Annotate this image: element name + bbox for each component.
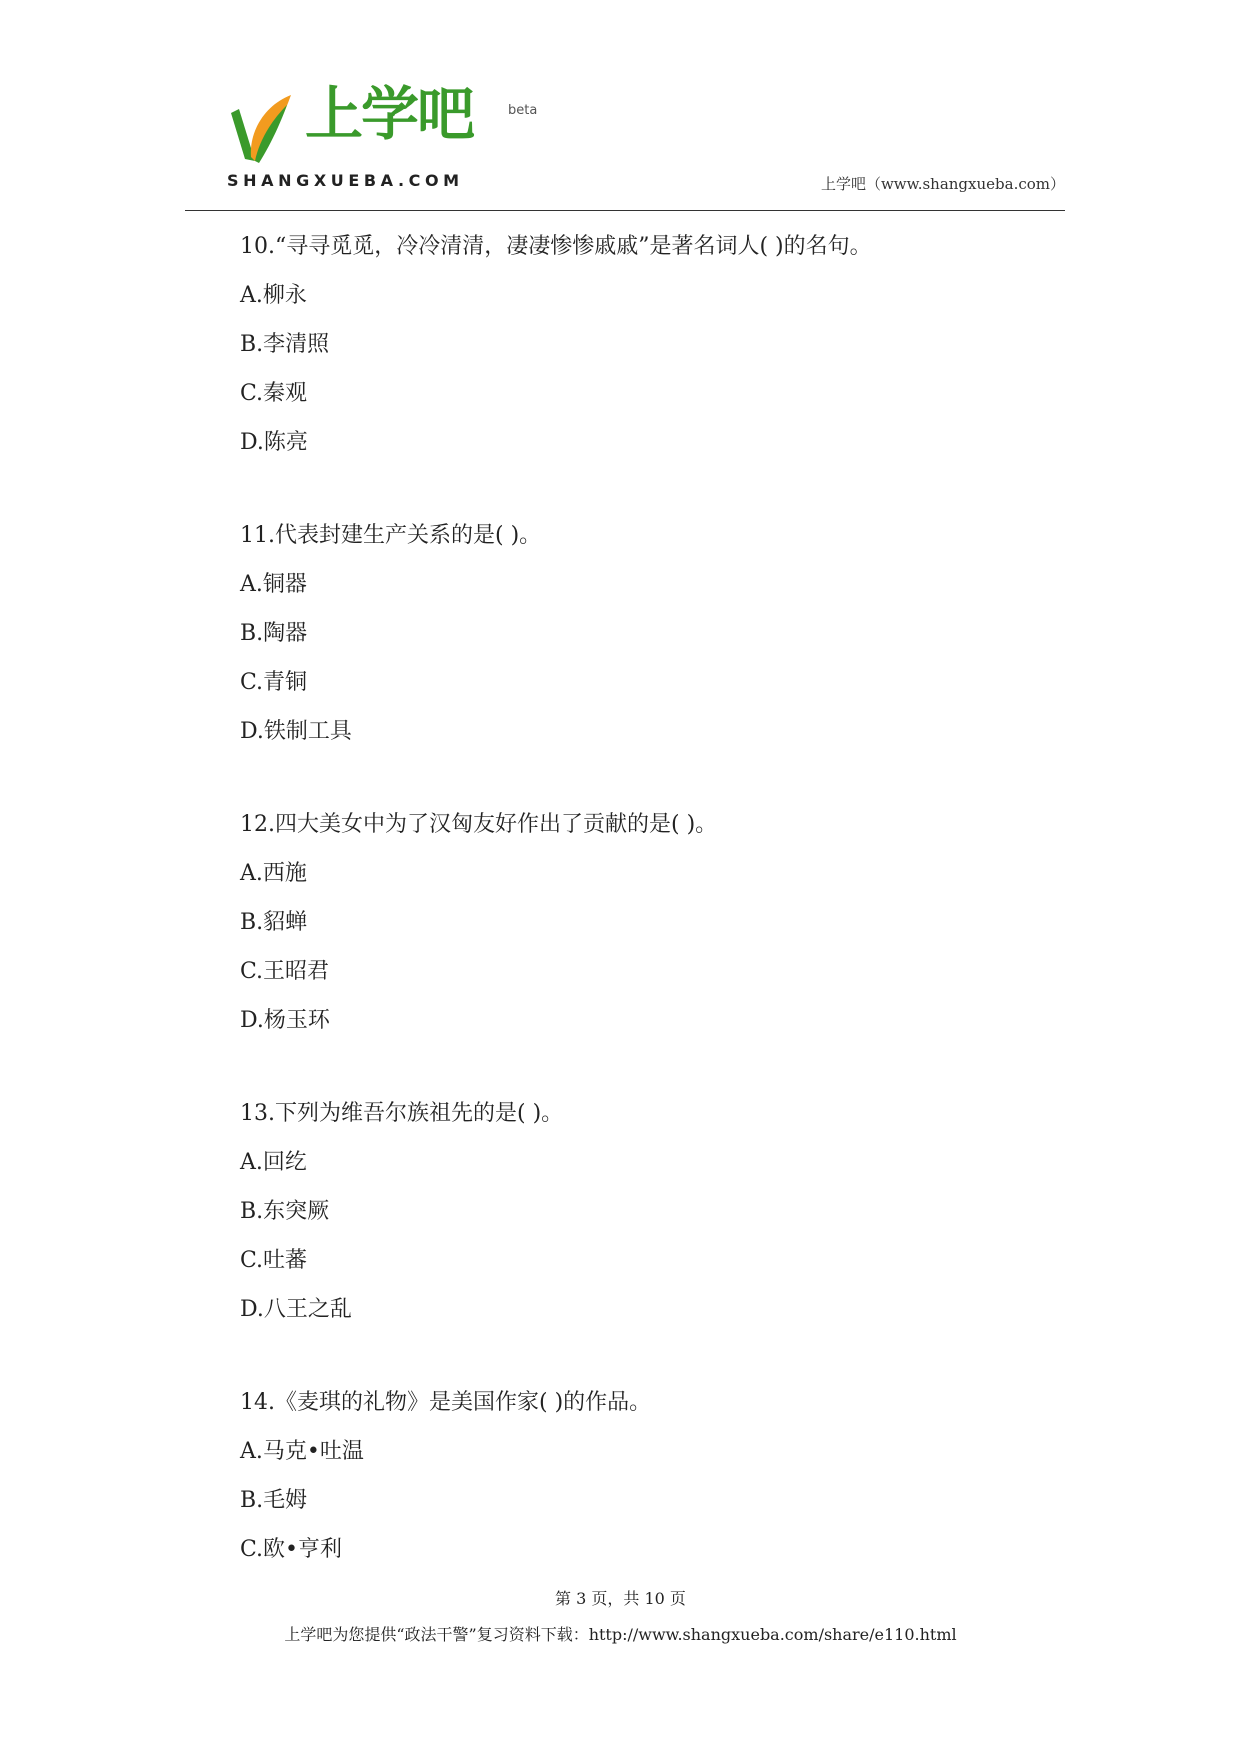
question-block (240, 1378, 1100, 1574)
option-a: A.马克•吐温 (240, 1439, 364, 1464)
option-d: D.八王之乱 (240, 1297, 352, 1322)
question-stem: 11.代表封建生产关系的是( )。 (240, 523, 542, 548)
logo-beta-tag: beta (508, 103, 538, 118)
option-a: A.柳永 (240, 283, 307, 308)
option-c: C.王昭君 (240, 959, 330, 984)
option-d: D.陈亮 (240, 430, 308, 455)
header-site-label[interactable]: 上学吧（www.shangxueba.com） (820, 175, 1065, 193)
question-stem: 12.四大美女中为了汉匈友好作出了贡献的是( )。 (240, 812, 718, 837)
question-stem: 10.“寻寻觅觅，冷冷清清，凄凄惨惨戚戚”是著名词人( )的名句。 (240, 234, 872, 259)
option-c: C.欧•亨利 (240, 1537, 343, 1562)
question-list (240, 222, 1100, 1618)
question-block (240, 1089, 1100, 1334)
option-a: A.回纥 (240, 1150, 307, 1175)
question-stem: 13.下列为维吾尔族祖先的是( )。 (240, 1101, 564, 1126)
option-b: B.毛姆 (240, 1488, 308, 1513)
site-logo[interactable] (225, 80, 538, 195)
leaf-logo-icon (225, 91, 297, 169)
question-stem: 14.《麦琪的礼物》是美国作家( )的作品。 (240, 1390, 652, 1415)
option-c: C.秦观 (240, 381, 308, 406)
logo-wordmark: 上学吧 (305, 80, 474, 148)
option-b: B.李清照 (240, 332, 330, 357)
option-d: D.铁制工具 (240, 719, 352, 744)
page-header (185, 80, 1065, 211)
question-block (240, 511, 1100, 756)
option-b: B.陶器 (240, 621, 308, 646)
logo-domain: SHANGXUEBA.COM (227, 171, 464, 190)
footer-download-note[interactable]: 上学吧为您提供“政法干警”复习资料下载：http://www.shangxueba.com/share/e110.html (284, 1625, 957, 1644)
option-b: B.东突厥 (240, 1199, 330, 1224)
option-b: B.貂蝉 (240, 910, 308, 935)
page-number: 第 3 页，共 10 页 (555, 1589, 686, 1608)
option-a: A.铜器 (240, 572, 307, 597)
option-c: C.青铜 (240, 670, 308, 695)
question-block (240, 800, 1100, 1045)
option-d: D.杨玉环 (240, 1008, 330, 1033)
question-block (240, 222, 1100, 467)
header-divider (185, 210, 1065, 211)
option-c: C.吐蕃 (240, 1248, 308, 1273)
option-a: A.西施 (240, 861, 307, 886)
